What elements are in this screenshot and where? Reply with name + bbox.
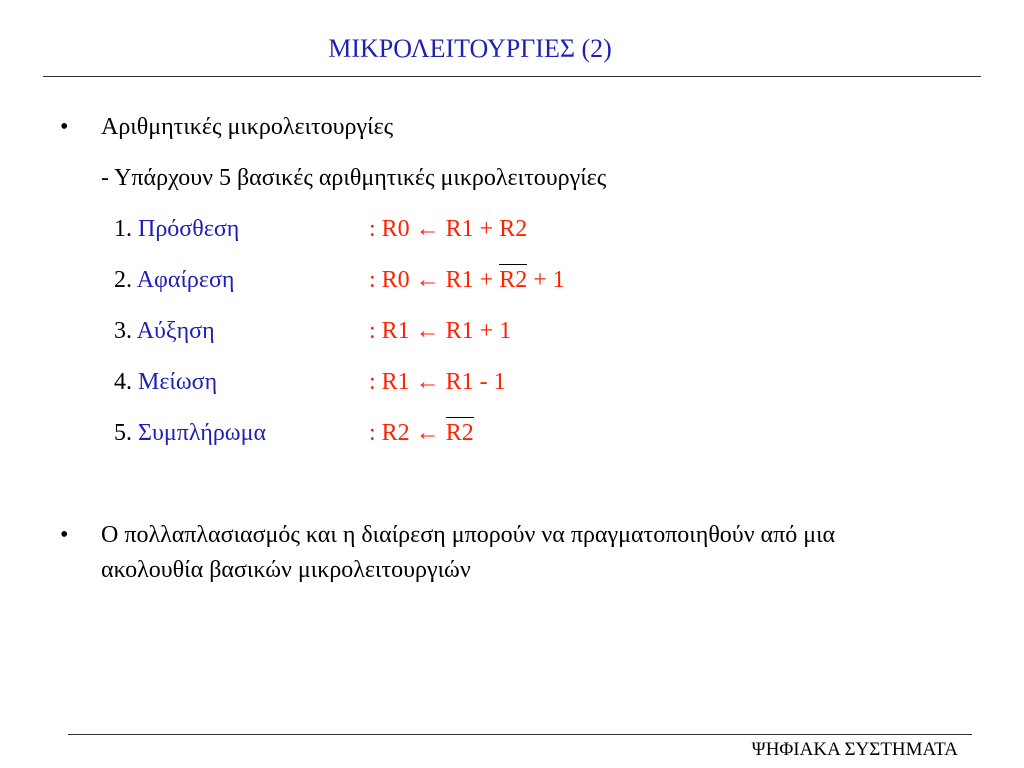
operation-formula-4 [369,369,506,396]
operation-name: Αφαίρεση [136,267,235,293]
formula-lhs: : R1 ← R1 - 1 [369,369,506,395]
operation-name: Αύξηση [136,318,215,344]
bullet-marker: • [60,114,69,140]
operation-label-4 [114,369,217,396]
slide-title: ΜΙΚΡΟΛΕΙΤΟΥΡΓΙΕΣ (2) [328,34,612,63]
formula-term: R2 [499,216,528,242]
operation-name: Μείωση [138,369,218,395]
operation-formula-5 [369,420,474,447]
operation-number: 5. [114,420,132,446]
sub-intro-line: - Υπάρχουν 5 βασικές αριθμητικές μικρολειτουργίες [101,165,607,191]
operation-label-2 [114,267,234,294]
operation-formula-2 [369,267,565,294]
formula-lhs: : R0 ← R1 + [369,216,500,242]
operation-number: 3. [114,318,132,344]
operation-number: 4. [114,369,132,395]
operation-formula-3 [369,318,511,345]
footer-course-title: ΨΗΦΙΑΚΑ ΣΥΣΤΗΜΑΤΑ [751,739,958,760]
operation-label-1 [114,216,239,243]
formula-lhs: : R0 ← R1 + [369,267,500,293]
formula-tail: + 1 [527,267,565,293]
footer-divider [68,734,972,735]
formula-complement-term: R2 [499,267,528,293]
operation-number: 2. [114,267,132,293]
operation-label-5 [114,420,266,447]
bullet-marker: • [60,522,69,548]
operation-formula-1 [369,216,527,243]
bullet-arithmetic-heading: Αριθμητικές μικρολειτουργίες [101,114,394,140]
bullet-multiplication-line1: Ο πολλαπλασιασμός και η διαίρεση μπορούν να πραγματοποιηθούν από μια [101,522,836,548]
operation-label-3 [114,318,215,345]
title-divider [43,76,981,77]
formula-lhs: : R1 ← R1 + 1 [369,318,512,344]
operation-name: Πρόσθεση [138,216,240,242]
formula-lhs: : R2 ← [369,420,446,446]
formula-complement-term: R2 [445,420,474,446]
operation-number: 1. [114,216,132,242]
bullet-multiplication-line2: ακολουθία βασικών μικρολειτουργιών [101,557,471,583]
operation-name: Συμπλήρωμα [138,420,267,446]
